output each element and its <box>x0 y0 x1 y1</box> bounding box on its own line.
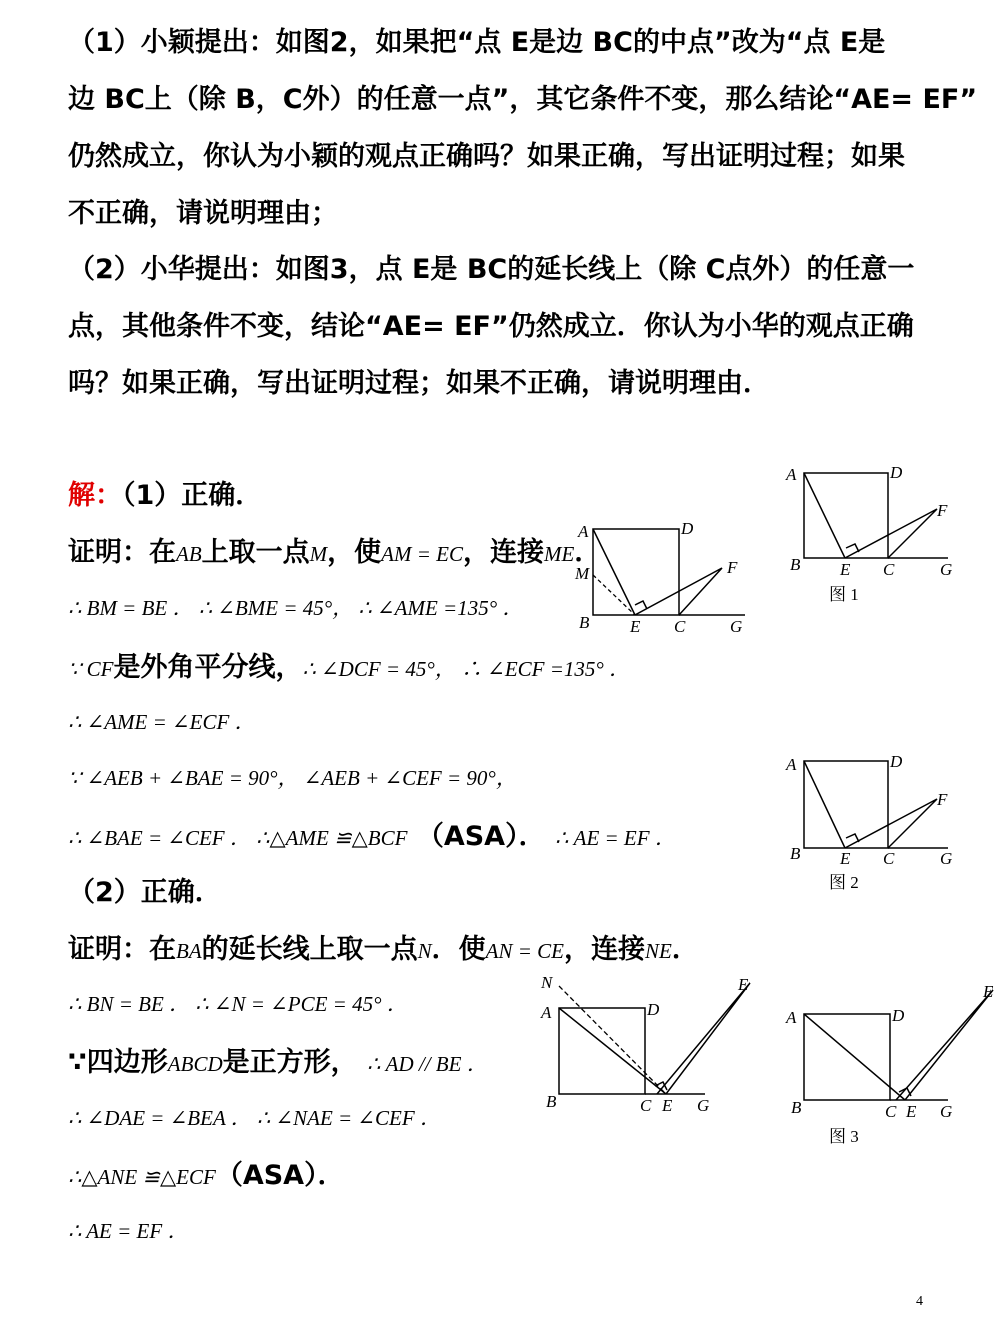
text: 证明：在 <box>68 934 176 965</box>
text: （ASA）． <box>416 821 546 852</box>
solution-label: 解： <box>68 480 122 511</box>
text: ∵四边形 <box>68 1047 168 1078</box>
label-D: D <box>890 463 903 482</box>
proof1-step3 <box>68 645 630 684</box>
label-A: A <box>786 1008 797 1027</box>
label-E: E <box>840 849 851 868</box>
math: ∴ ∠BAE = ∠CEF ． ∴△AME ≌△BCF <box>68 826 408 850</box>
math: ∴ AD // BE ． <box>367 1052 488 1076</box>
proof2-step2: ∴ BN = BE ． ∴ ∠N = ∠PCE = 45° ． <box>68 992 408 1016</box>
math: BA <box>176 939 202 963</box>
problem-part1-line2: 边 BC上（除 B，C外）的任意一点”，其它条件不变，那么结论“AE= EF” <box>68 84 978 115</box>
label-B: B <box>791 1098 802 1117</box>
label-F: F <box>727 558 738 577</box>
label-G: G <box>697 1096 710 1115</box>
label-G: G <box>940 560 953 579</box>
label-A: A <box>578 522 589 541</box>
label-A: A <box>786 755 797 774</box>
math: M <box>309 542 328 566</box>
label-G: G <box>940 849 953 868</box>
problem-part1-line4: 不正确，请说明理由； <box>68 198 338 229</box>
label-M: M <box>575 564 590 583</box>
text: ． <box>671 934 699 965</box>
figure-1-caption: 图 1 <box>829 585 859 604</box>
figure-2 <box>780 750 980 900</box>
label-D: D <box>647 1000 660 1019</box>
label-F: F <box>937 501 948 520</box>
text: 是外角平分线， <box>113 652 303 683</box>
label-G: G <box>730 617 743 636</box>
text: 证明：在 <box>68 537 176 568</box>
math: AM = EC <box>381 542 463 566</box>
math: AB <box>176 542 202 566</box>
figure-2-caption: 图 2 <box>829 873 859 892</box>
proof1-step4: ∴ ∠AME = ∠ECF ． <box>68 710 256 734</box>
text: （ASA）． <box>215 1160 345 1191</box>
problem-part2-line2: 点，其他条件不变，结论“AE= EF”仍然成立．你认为小华的观点正确 <box>68 311 914 342</box>
text: ，使 <box>327 537 382 568</box>
math: NE <box>645 939 672 963</box>
figure-1 <box>780 460 980 610</box>
label-D: D <box>890 752 903 771</box>
label-E: E <box>906 1102 917 1121</box>
problem-part1-line3: 仍然成立，你认为小颖的观点正确吗？如果正确，写出证明过程；如果 <box>68 141 905 172</box>
proof2-step5 <box>68 1153 345 1192</box>
text: ．使 <box>431 934 486 965</box>
label-A: A <box>786 465 797 484</box>
label-G: G <box>940 1102 953 1121</box>
math: ∴ ∠DCF = 45°， ∴ ∠ECF =135° ． <box>302 657 631 681</box>
label-C: C <box>883 560 895 579</box>
label-N: N <box>541 973 553 992</box>
text: ，连接 <box>462 537 544 568</box>
proof1-step6 <box>68 814 676 853</box>
math: ∴△ANE ≌△ECF <box>68 1165 216 1189</box>
problem-part1-line1: （1）小颖提出：如图2，如果把“点 E是边 BC的中点”改为“点 E是 <box>68 27 886 58</box>
solution-part1-heading <box>68 473 262 512</box>
page-number: 4 <box>916 1294 923 1309</box>
math: ME <box>543 542 575 566</box>
text: 是正方形， <box>222 1047 358 1078</box>
part1-verdict: （1）正确． <box>122 480 263 511</box>
label-D: D <box>892 1006 905 1025</box>
proof2-step3 <box>68 1040 488 1079</box>
text: ． <box>574 537 602 568</box>
label-B: B <box>790 844 801 863</box>
math: ∴ AE = EF ． <box>555 826 676 850</box>
label-C: C <box>674 617 686 636</box>
part2-verdict: （2）正确． <box>68 877 222 908</box>
label-D: D <box>681 519 694 538</box>
text: 的延长线上取一点 <box>201 934 418 965</box>
figure-3-caption: 图 3 <box>829 1127 859 1146</box>
label-F-top: E <box>983 982 994 1001</box>
text: ，连接 <box>564 934 646 965</box>
text: 上取一点 <box>201 537 310 568</box>
problem-part2-line1: （2）小华提出：如图3，点 E是 BC的延长线上（除 C点外）的任意一 <box>68 254 915 285</box>
label-A: A <box>541 1003 552 1022</box>
problem-part2-line3: 吗？如果正确，写出证明过程；如果不正确，请说明理由． <box>68 368 770 399</box>
proof1-step2: ∴ BM = BE ． ∴ ∠BME = 45°， ∴ ∠AME =135° ． <box>68 596 524 620</box>
proof2-step6: ∴ AE = EF ． <box>68 1219 189 1243</box>
figure-3 <box>780 975 1000 1155</box>
math: AN = CE <box>485 939 565 963</box>
figure-with-point-N <box>535 970 760 1120</box>
label-E: E <box>662 1096 673 1115</box>
figure-with-point-M <box>575 515 755 640</box>
math: N <box>417 939 432 963</box>
math: ∵ CF <box>68 657 114 681</box>
label-B: B <box>790 555 801 574</box>
label-F: F <box>937 790 948 809</box>
proof2-step1 <box>68 927 699 966</box>
label-C: C <box>883 849 895 868</box>
label-E: E <box>630 617 641 636</box>
label-C: C <box>885 1102 897 1121</box>
label-C: C <box>640 1096 652 1115</box>
label-E: E <box>840 560 851 579</box>
label-B: B <box>546 1092 557 1111</box>
label-F-top: E <box>738 975 749 994</box>
proof1-step1 <box>68 530 601 569</box>
proof1-step5: ∵ ∠AEB + ∠BAE = 90°， ∠AEB + ∠CEF = 90°， <box>68 766 517 790</box>
math: ABCD <box>167 1052 223 1076</box>
proof2-step4: ∴ ∠DAE = ∠BEA ． ∴ ∠NAE = ∠CEF ． <box>68 1106 441 1130</box>
label-B: B <box>579 613 590 632</box>
